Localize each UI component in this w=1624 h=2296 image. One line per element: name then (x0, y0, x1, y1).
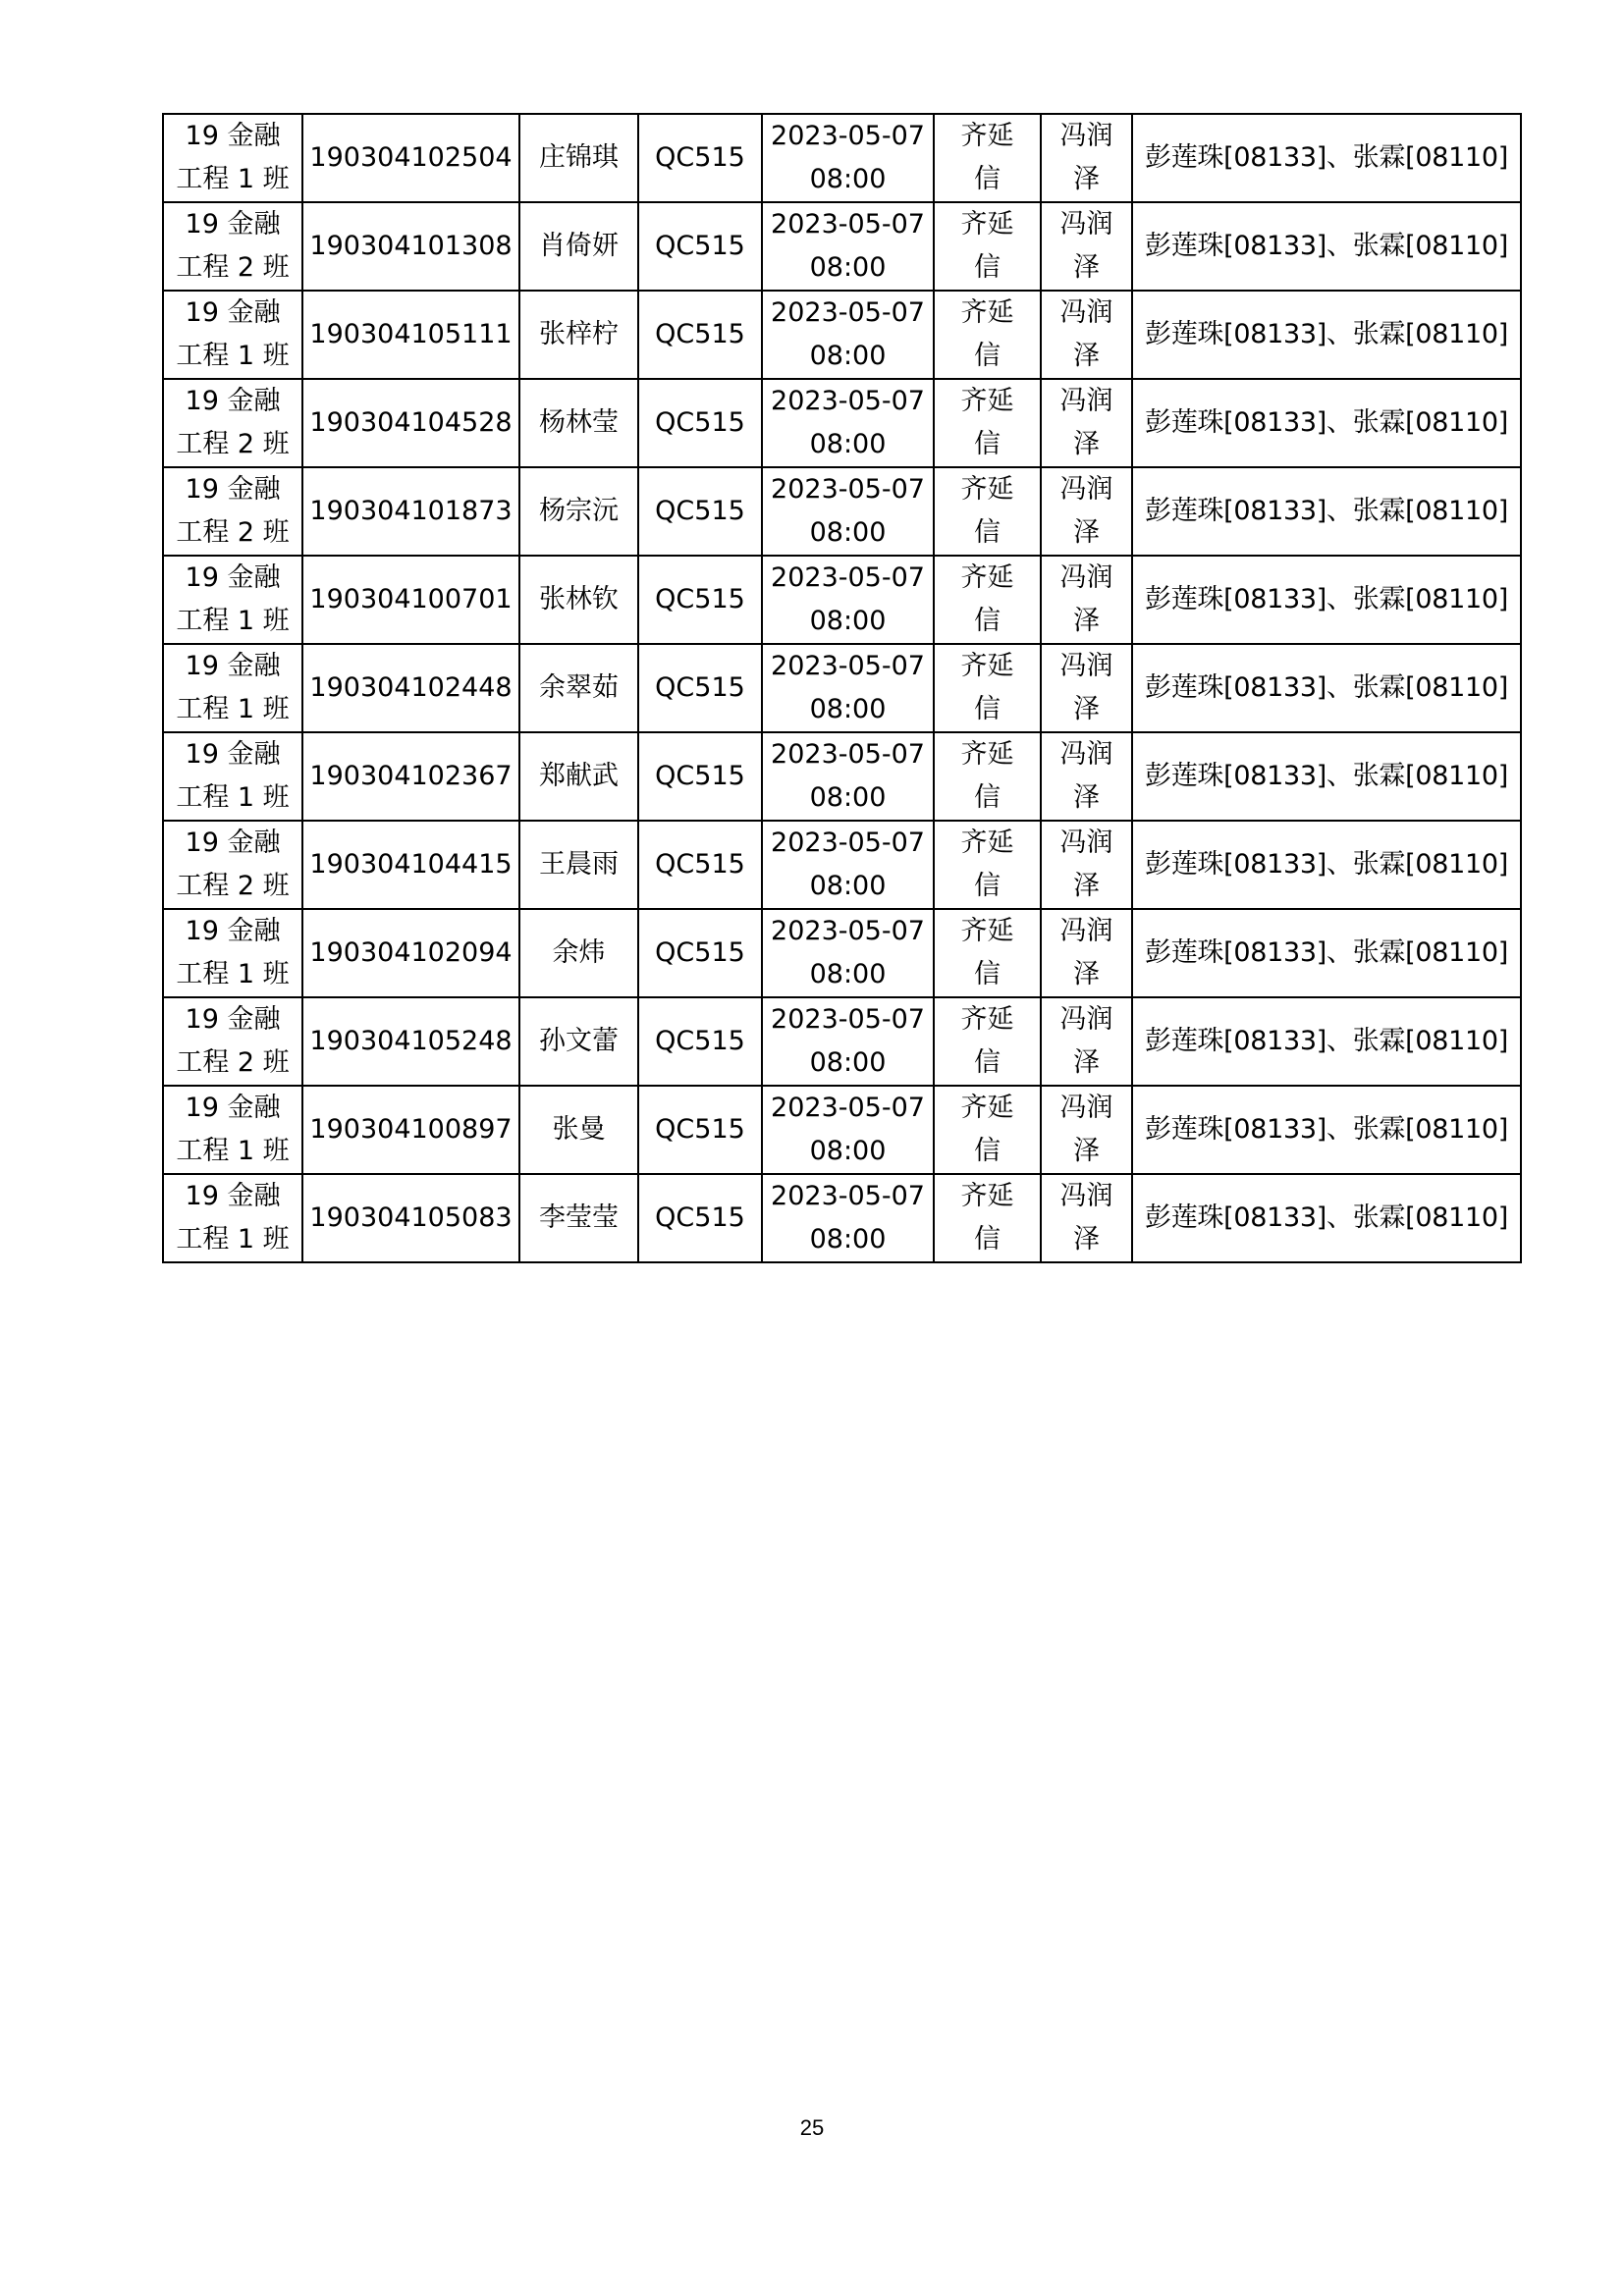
table-row (163, 821, 1521, 909)
proctors-cell: 彭莲珠[08133]、张霖[08110] (1132, 467, 1521, 556)
exam-datetime-cell: 2023-05-07 08:00 (762, 202, 934, 291)
class-cell: 19 金融 工程 1 班 (163, 1086, 302, 1174)
teacher-cell: 冯润 泽 (1041, 909, 1132, 997)
teacher-cell: 冯润 泽 (1041, 379, 1132, 467)
examiner-cell: 齐延 信 (934, 291, 1041, 379)
class-cell: 19 金融 工程 1 班 (163, 114, 302, 202)
proctors-cell: 彭莲珠[08133]、张霖[08110] (1132, 291, 1521, 379)
class-cell: 19 金融 工程 1 班 (163, 732, 302, 821)
student-name-cell: 余炜 (519, 909, 638, 997)
examiner-cell: 齐延 信 (934, 1174, 1041, 1262)
student-name-cell: 郑献武 (519, 732, 638, 821)
table-row (163, 291, 1521, 379)
student-name-cell: 肖倚妍 (519, 202, 638, 291)
teacher-cell: 冯润 泽 (1041, 997, 1132, 1086)
student-id-cell: 190304105248 (302, 997, 519, 1086)
student-id-cell: 190304102367 (302, 732, 519, 821)
teacher-cell: 冯润 泽 (1041, 644, 1132, 732)
exam-datetime-cell: 2023-05-07 08:00 (762, 379, 934, 467)
examiner-cell: 齐延 信 (934, 556, 1041, 644)
student-id-cell: 190304101308 (302, 202, 519, 291)
table-row (163, 467, 1521, 556)
student-name-cell: 王晨雨 (519, 821, 638, 909)
course-code-cell: QC515 (638, 379, 762, 467)
student-id-cell: 190304102094 (302, 909, 519, 997)
exam-datetime-cell: 2023-05-07 08:00 (762, 997, 934, 1086)
table-row (163, 909, 1521, 997)
student-name-cell: 张林钦 (519, 556, 638, 644)
examiner-cell: 齐延 信 (934, 202, 1041, 291)
exam-datetime-cell: 2023-05-07 08:00 (762, 291, 934, 379)
course-code-cell: QC515 (638, 556, 762, 644)
table-row (163, 732, 1521, 821)
class-cell: 19 金融 工程 2 班 (163, 821, 302, 909)
proctors-cell: 彭莲珠[08133]、张霖[08110] (1132, 821, 1521, 909)
student-id-cell: 190304105111 (302, 291, 519, 379)
course-code-cell: QC515 (638, 821, 762, 909)
class-cell: 19 金融 工程 1 班 (163, 1174, 302, 1262)
student-name-cell: 余翠茹 (519, 644, 638, 732)
teacher-cell: 冯润 泽 (1041, 1086, 1132, 1174)
course-code-cell: QC515 (638, 114, 762, 202)
class-cell: 19 金融 工程 2 班 (163, 997, 302, 1086)
exam-datetime-cell: 2023-05-07 08:00 (762, 114, 934, 202)
exam-datetime-cell: 2023-05-07 08:00 (762, 909, 934, 997)
examiner-cell: 齐延 信 (934, 467, 1041, 556)
teacher-cell: 冯润 泽 (1041, 821, 1132, 909)
examiner-cell: 齐延 信 (934, 821, 1041, 909)
examiner-cell: 齐延 信 (934, 909, 1041, 997)
proctors-cell: 彭莲珠[08133]、张霖[08110] (1132, 1174, 1521, 1262)
student-name-cell: 庄锦琪 (519, 114, 638, 202)
course-code-cell: QC515 (638, 291, 762, 379)
proctors-cell: 彭莲珠[08133]、张霖[08110] (1132, 1086, 1521, 1174)
course-code-cell: QC515 (638, 202, 762, 291)
student-id-cell: 190304104528 (302, 379, 519, 467)
proctors-cell: 彭莲珠[08133]、张霖[08110] (1132, 114, 1521, 202)
teacher-cell: 冯润 泽 (1041, 114, 1132, 202)
student-name-cell: 张梓柠 (519, 291, 638, 379)
exam-datetime-cell: 2023-05-07 08:00 (762, 1086, 934, 1174)
proctors-cell: 彭莲珠[08133]、张霖[08110] (1132, 909, 1521, 997)
student-name-cell: 杨宗沅 (519, 467, 638, 556)
student-id-cell: 190304100701 (302, 556, 519, 644)
course-code-cell: QC515 (638, 909, 762, 997)
teacher-cell: 冯润 泽 (1041, 1174, 1132, 1262)
table-row (163, 114, 1521, 202)
table-row (163, 1174, 1521, 1262)
exam-roster-table (162, 113, 1522, 1263)
teacher-cell: 冯润 泽 (1041, 556, 1132, 644)
class-cell: 19 金融 工程 2 班 (163, 379, 302, 467)
student-id-cell: 190304104415 (302, 821, 519, 909)
table-row (163, 644, 1521, 732)
student-name-cell: 张曼 (519, 1086, 638, 1174)
table-row (163, 1086, 1521, 1174)
proctors-cell: 彭莲珠[08133]、张霖[08110] (1132, 556, 1521, 644)
examiner-cell: 齐延 信 (934, 114, 1041, 202)
proctors-cell: 彭莲珠[08133]、张霖[08110] (1132, 202, 1521, 291)
page-number: 25 (799, 2115, 825, 2140)
teacher-cell: 冯润 泽 (1041, 291, 1132, 379)
class-cell: 19 金融 工程 2 班 (163, 202, 302, 291)
proctors-cell: 彭莲珠[08133]、张霖[08110] (1132, 997, 1521, 1086)
proctors-cell: 彭莲珠[08133]、张霖[08110] (1132, 732, 1521, 821)
examiner-cell: 齐延 信 (934, 644, 1041, 732)
course-code-cell: QC515 (638, 997, 762, 1086)
class-cell: 19 金融 工程 1 班 (163, 556, 302, 644)
student-id-cell: 190304101873 (302, 467, 519, 556)
examiner-cell: 齐延 信 (934, 997, 1041, 1086)
table-row (163, 379, 1521, 467)
table-row (163, 202, 1521, 291)
teacher-cell: 冯润 泽 (1041, 732, 1132, 821)
proctors-cell: 彭莲珠[08133]、张霖[08110] (1132, 379, 1521, 467)
student-name-cell: 杨林莹 (519, 379, 638, 467)
class-cell: 19 金融 工程 1 班 (163, 644, 302, 732)
course-code-cell: QC515 (638, 1086, 762, 1174)
table-row (163, 997, 1521, 1086)
examiner-cell: 齐延 信 (934, 379, 1041, 467)
course-code-cell: QC515 (638, 467, 762, 556)
student-id-cell: 190304100897 (302, 1086, 519, 1174)
course-code-cell: QC515 (638, 732, 762, 821)
proctors-cell: 彭莲珠[08133]、张霖[08110] (1132, 644, 1521, 732)
exam-roster-body (163, 114, 1521, 1262)
exam-datetime-cell: 2023-05-07 08:00 (762, 1174, 934, 1262)
student-id-cell: 190304102448 (302, 644, 519, 732)
exam-datetime-cell: 2023-05-07 08:00 (762, 556, 934, 644)
exam-datetime-cell: 2023-05-07 08:00 (762, 732, 934, 821)
exam-datetime-cell: 2023-05-07 08:00 (762, 821, 934, 909)
teacher-cell: 冯润 泽 (1041, 467, 1132, 556)
student-id-cell: 190304105083 (302, 1174, 519, 1262)
student-name-cell: 孙文蕾 (519, 997, 638, 1086)
teacher-cell: 冯润 泽 (1041, 202, 1132, 291)
student-name-cell: 李莹莹 (519, 1174, 638, 1262)
table-row (163, 556, 1521, 644)
student-id-cell: 190304102504 (302, 114, 519, 202)
class-cell: 19 金融 工程 1 班 (163, 909, 302, 997)
examiner-cell: 齐延 信 (934, 732, 1041, 821)
examiner-cell: 齐延 信 (934, 1086, 1041, 1174)
exam-datetime-cell: 2023-05-07 08:00 (762, 467, 934, 556)
class-cell: 19 金融 工程 2 班 (163, 467, 302, 556)
course-code-cell: QC515 (638, 1174, 762, 1262)
course-code-cell: QC515 (638, 644, 762, 732)
exam-datetime-cell: 2023-05-07 08:00 (762, 644, 934, 732)
class-cell: 19 金融 工程 1 班 (163, 291, 302, 379)
